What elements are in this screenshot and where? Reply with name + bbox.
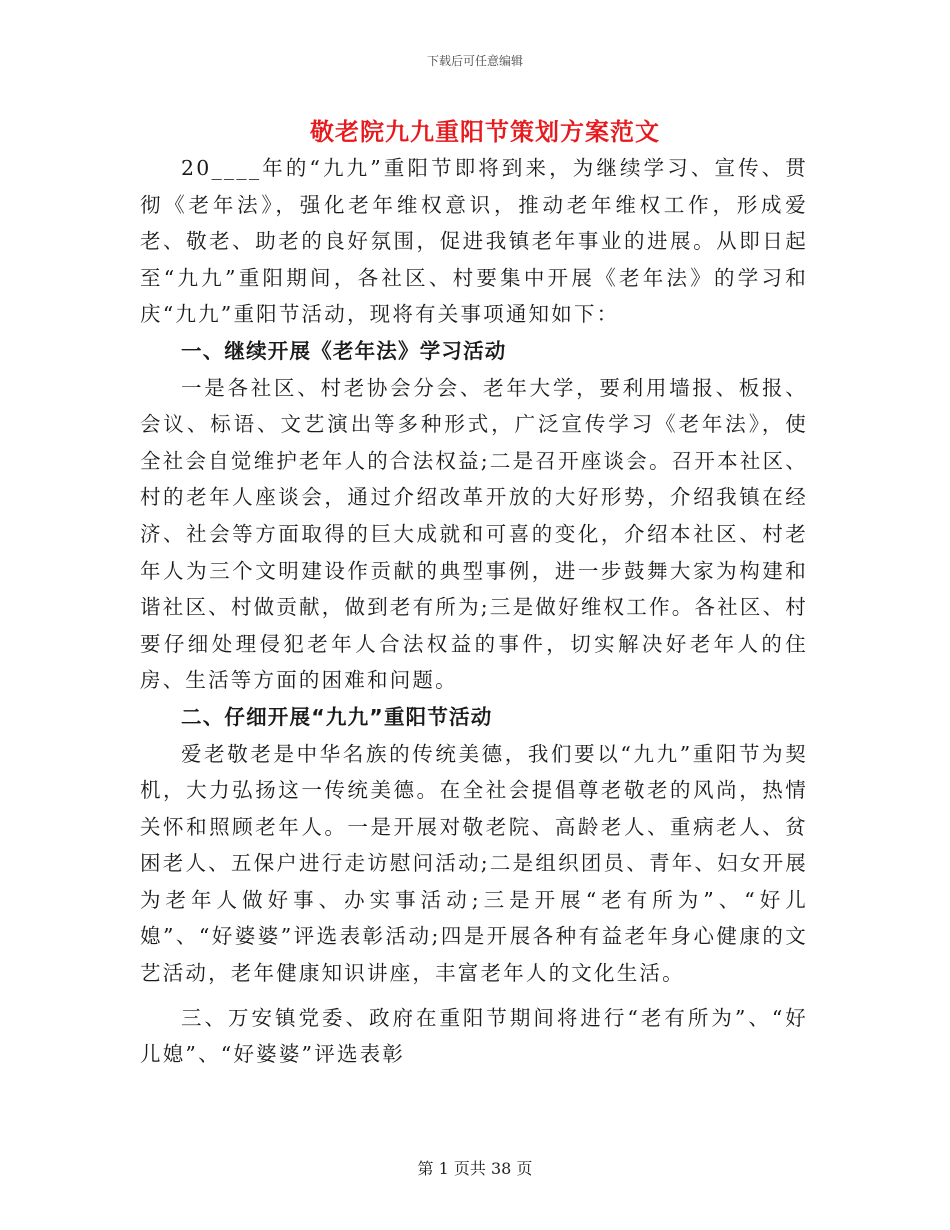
section-1-heading: 一、继续开展《老年法》学习活动 [181, 338, 507, 363]
document-body [140, 150, 808, 1073]
page-footer: 第 1 页共 38 页 [417, 1159, 533, 1178]
page-header-note: 下载后可任意编辑 [426, 54, 523, 68]
intro-paragraph: 20____年的“九九”重阳节即将到来，为继续学习、宣传、贯彻《老年法》，强化老年维权意识，推动老年维权工作，形成爱老、敬老、助老的良好氛围，促进我镇老年事业的进展。从即日起至“九九”重阳期间，各社区、村要集中开展《老年法》的学习和庆“九九”重阳节活动，现将有关事项通知如下： [140, 156, 808, 327]
section-3-paragraph: 三、万安镇党委、政府在重阳节期间将进行“老有所为”、“好儿媳”、“好婆婆”评选表彰 [140, 1005, 808, 1067]
section-2-paragraph: 爱老敬老是中华名族的传统美德，我们要以“九九”重阳节为契机，大力弘扬这一传统美德。在全社会提倡尊老敬老的风尚，热情关怀和照顾老年人。一是开展对敬老院、高龄老人、重病老人、贫困老人、五保户进行走访慰问活动;二是组织团员、青年、妇女开展为老年人做好事、办实事活动;三是开展“老有所为”、“好儿媳”、“好婆婆”评选表彰活动;四是开展各种有益老年身心健康的文艺活动，老年健康知识讲座，丰富老年人的文化生活。 [140, 741, 808, 986]
section-1-paragraph: 一是各社区、村老协会分会、老年大学，要利用墙报、板报、会议、标语、文艺演出等多种形式，广泛宣传学习《老年法》，使全社会自觉维护老年人的合法权益;二是召开座谈会。召开本社区、村的老年人座谈会，通过介绍改革开放的大好形势，介绍我镇在经济、社会等方面取得的巨大成就和可喜的变化，介绍本社区、村老年人为三个文明建设作贡献的典型事例，进一步鼓舞大家为构建和谐社区、村做贡献，做到老有所为;三是做好维权工作。各社区、村要仔细处理侵犯老年人合法权益的事件，切实解决好老年人的住房、生活等方面的困难和问题。 [140, 375, 808, 693]
section-2-heading: 二、仔细开展“九九”重阳节活动 [181, 704, 493, 729]
document-title: 敬老院九九重阳节策划方案范文 [310, 117, 660, 146]
